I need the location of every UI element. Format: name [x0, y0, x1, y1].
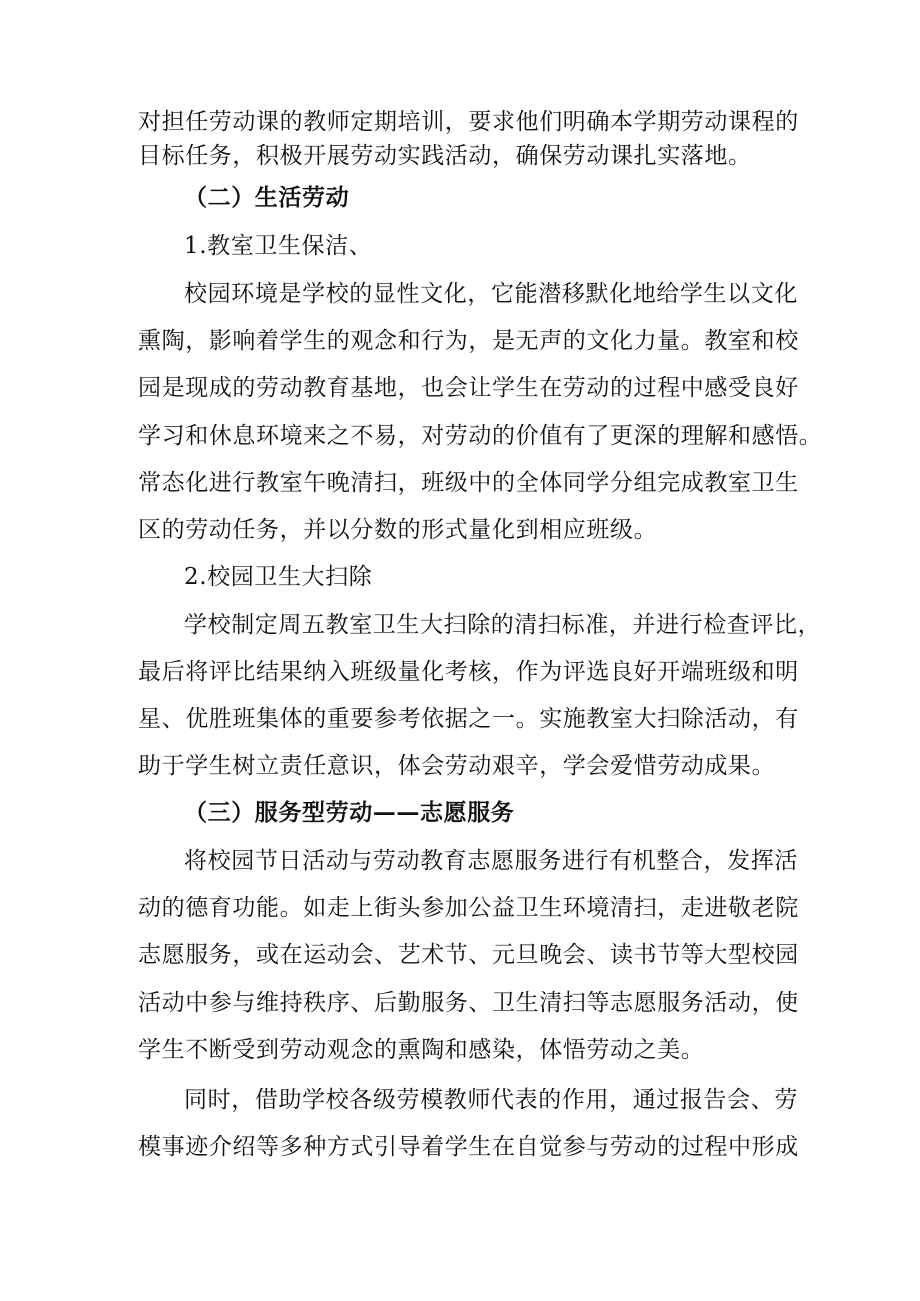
text-line: 校园环境是学校的显性文化，它能潜移默化地给学生以文化: [184, 281, 798, 307]
text-line: 园是现成的劳动教育基地，也会让学生在劳动的过程中感受良好: [138, 375, 799, 401]
text-line: 同时，借助学校各级劳模教师代表的作用，通过报告会、劳: [184, 1087, 798, 1113]
text-line: 学校制定周五教室卫生大扫除的清扫标准，并进行检查评比，: [184, 612, 822, 638]
text-line: 星、优胜班集体的重要参考依据之一。实施教室大扫除活动，有: [138, 706, 799, 732]
text-line: 将校园节日活动与劳动教育志愿服务进行有机整合，发挥活: [184, 848, 798, 874]
text-line: 目标任务，积极开展劳动实践活动，确保劳动课扎实落地。: [138, 143, 752, 169]
text-line: 区的劳动任务，并以分数的形式量化到相应班级。: [138, 517, 658, 543]
text-line: 学习和休息环境来之不易，对劳动的价值有了更深的理解和感悟。: [138, 423, 823, 449]
text-line: 学生不断受到劳动观念的熏陶和感染，体悟劳动之美。: [138, 1037, 705, 1063]
text-line: 志愿服务，或在运动会、艺术节、元旦晚会、读书节等大型校园: [138, 942, 799, 968]
text-line: 对担任劳动课的教师定期培训，要求他们明确本学期劳动课程的: [138, 109, 799, 135]
section-heading-life-labor: （二）生活劳动: [184, 184, 350, 211]
text-line: 活动中参与维持秩序、后勤服务、卫生清扫等志愿服务活动，使: [138, 990, 799, 1016]
text-line: 熏陶，影响着学生的观念和行为，是无声的文化力量。教室和校: [138, 328, 799, 354]
section-heading-volunteer-service: （三）服务型劳动——志愿服务: [184, 799, 515, 826]
text-line: 常态化进行教室午晚清扫，班级中的全体同学分组完成教室卫生: [138, 470, 799, 496]
text-line: 最后将评比结果纳入班级量化考核，作为评选良好开端班级和明: [138, 659, 799, 685]
subsection-heading-campus-cleanup: 2.校园卫生大扫除: [184, 564, 373, 590]
subsection-heading-classroom-cleaning: 1.教室卫生保洁、: [184, 233, 373, 259]
text-line: 动的德育功能。如走上街头参加公益卫生环境清扫，走进敬老院: [138, 895, 799, 921]
text-line: 模事迹介绍等多种方式引导着学生在自觉参与劳动的过程中形成: [138, 1134, 799, 1160]
text-line: 助于学生树立责任意识，体会劳动艰辛，学会爱惜劳动成果。: [138, 753, 776, 779]
